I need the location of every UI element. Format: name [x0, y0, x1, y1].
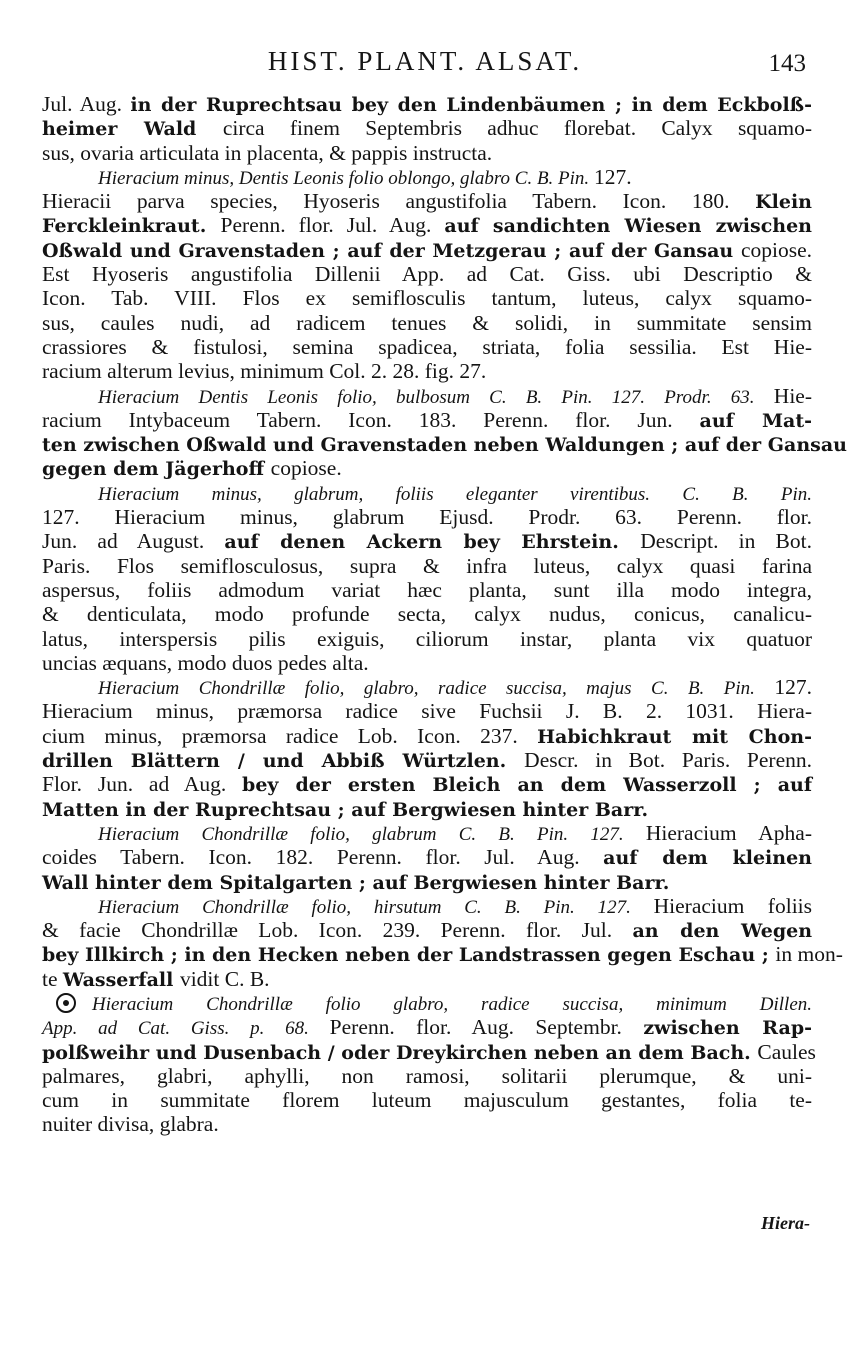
synonym-text: Hieracium Dentis Leonis folio, bulbosum C. B. Pin. 127. Prodr. 63.: [98, 386, 774, 408]
synonym-text: Hieracium Chondrillæ folio, glabro, radice succisa, majus C. B. Pin.: [98, 678, 775, 700]
latin-text: Descript. in Bot.: [640, 529, 812, 554]
german-text: Wasserfall: [62, 968, 180, 991]
latin-text: copiose.: [270, 456, 342, 481]
german-text: Oßwald und Gravenstaden ; auf der Metzgerau ; auf der Gansau: [42, 239, 741, 262]
latin-text: Hieracii parva species, Hyoseris angustifolia Tabern. Icon. 180.: [42, 189, 756, 214]
page-header: [0, 46, 850, 86]
german-text: Habichkraut mit Chon-: [537, 725, 812, 748]
text-line: [42, 262, 812, 286]
latin-text: te: [42, 966, 63, 991]
latin-text: coides Tabern. Icon. 182. Perenn. flor. Jul. Aug.: [42, 845, 604, 870]
german-text: bey Illkirch ; in den Hecken neben der Landstrassen gegen Eschau ;: [42, 944, 776, 967]
text-line: [42, 675, 812, 699]
synonym-text: Hieracium Chondrillæ folio glabro, radice succisa, minimum Dillen.: [92, 993, 812, 1015]
text-line: [42, 748, 812, 772]
latin-text: aspersus, foliis admodum variat hæc planta, sunt illa modo integra,: [42, 577, 812, 602]
text-line: [42, 967, 812, 991]
catchword: Hiera-: [761, 1213, 810, 1233]
latin-text: cium minus, præmorsa radice Lob. Icon. 237.: [42, 723, 538, 748]
text-line: [42, 141, 812, 165]
german-text: an den Wegen: [632, 920, 813, 943]
german-text: Klein: [755, 191, 812, 214]
text-line: [42, 627, 812, 651]
text-line: [42, 335, 812, 359]
german-text: zwischen Rap-: [643, 1017, 812, 1040]
text-line: [42, 311, 812, 335]
latin-text: 127.: [593, 164, 632, 189]
latin-text: latus, interspersis pilis exiguis, ciliorum instar, planta vix quatuor: [42, 626, 812, 651]
sun-circle-icon: [56, 993, 76, 1013]
german-text: auf dem kleinen: [603, 847, 812, 870]
text-line: [42, 189, 812, 213]
text-line: [42, 505, 812, 529]
latin-text: sus, ovaria articulata in placenta, & pappis instructa.: [42, 140, 493, 165]
synonym-text: Hieracium minus, glabrum, foliis eleganter virentibus. C. B. Pin.: [98, 483, 812, 505]
text-line: [42, 772, 812, 796]
text-line: [42, 213, 812, 237]
text-line: [42, 286, 812, 310]
latin-text: Hieracium Apha-: [645, 820, 812, 845]
german-text: ten zwischen Oßwald und Gravenstaden neben Waldungen ; auf der Gansau: [42, 434, 847, 457]
text-line: [42, 408, 812, 432]
german-text: auf Mat-: [699, 409, 812, 432]
latin-text: racium alterum levius, minimum Col. 2. 28. fig. 27.: [42, 359, 487, 384]
text-line: [42, 1112, 812, 1136]
text-line: [42, 699, 812, 723]
synonym-text: Hieracium Chondrillæ folio, hirsutum C. B. Pin. 127.: [98, 896, 654, 918]
latin-text: Paris. Flos semiflosculosus, supra & infra luteus, calyx quasi farina: [42, 553, 812, 578]
text-line: [42, 942, 843, 967]
latin-text: Hie-: [773, 383, 812, 408]
text-line: [42, 456, 812, 480]
text-line: [42, 821, 812, 845]
latin-text: in mon-: [775, 942, 843, 967]
synonym-text: Hieracium minus, Dentis Leonis folio oblongo, glabro C. B. Pin.: [98, 167, 594, 189]
latin-text: Descr. in Bot. Paris. Perenn.: [524, 748, 812, 773]
latin-text: palmares, glabri, aphylli, non ramosi, solitarii plerumque, & uni-: [42, 1063, 812, 1088]
latin-text: Perenn. flor. Jul. Aug.: [220, 213, 445, 238]
latin-text: uncias æquans, modo duos pedes alta.: [42, 650, 369, 675]
text-line: [42, 529, 812, 553]
latin-text: Jul. Aug.: [42, 92, 131, 116]
german-text: Matten in der Ruprechtsau ; auf Bergwiesen hinter Barr.: [42, 798, 649, 821]
text-line: [42, 724, 812, 748]
text-line: [42, 602, 812, 626]
german-text: bey der ersten Bleich an dem Wasserzoll ; auf: [242, 774, 812, 797]
latin-text: & facie Chondrillæ Lob. Icon. 239. Perenn. flor. Jul.: [42, 918, 633, 943]
text-line: [42, 578, 812, 602]
text-line: [42, 991, 812, 1015]
german-text: drillen Blättern / und Abbiß Würtzlen.: [42, 750, 525, 773]
german-text: in der Ruprechtsau bey den Lindenbäumen ; in dem Eckbolß-: [130, 94, 813, 116]
text-line: [42, 481, 812, 505]
german-text: gegen dem Jägerhoff: [42, 458, 271, 481]
text-line: [42, 870, 812, 894]
text-line: [42, 1088, 812, 1112]
latin-text: Jun. ad August.: [42, 529, 225, 554]
text-line: [42, 92, 812, 116]
german-text: Wall hinter dem Spitalgarten ; auf Bergwiesen hinter Barr.: [42, 871, 670, 894]
text-line: [42, 797, 812, 821]
synonym-text: App. ad Cat. Giss. p. 68.: [42, 1018, 330, 1040]
german-text: auf sandichten Wiesen zwischen: [444, 215, 812, 238]
latin-text: Caules: [757, 1039, 816, 1064]
text-line: [42, 238, 812, 262]
text-line: [42, 1064, 812, 1088]
text-line: [42, 384, 812, 408]
german-text: heimer Wald: [42, 118, 223, 141]
text-line: [42, 432, 847, 457]
latin-text: circa finem Septembris adhuc florebat. Calyx squamo-: [222, 116, 812, 141]
page-number: 143: [768, 50, 806, 77]
latin-text: Flor. Jun. ad Aug.: [42, 772, 243, 797]
latin-text: vidit C. B.: [179, 966, 270, 991]
latin-text: sus, caules nudi, ad radicem tenues & solidi, in summitate sensim: [42, 310, 812, 335]
synonym-text: Hieracium Chondrillæ folio, glabrum C. B. Pin. 127.: [98, 823, 646, 845]
latin-text: Perenn. flor. Aug. Septembr.: [329, 1015, 644, 1040]
text-line: [42, 1039, 816, 1064]
text-line: [42, 845, 812, 869]
latin-text: copiose.: [740, 237, 812, 262]
latin-text: Hieracium minus, præmorsa radice sive Fuchsii J. B. 2. 1031. Hiera-: [42, 699, 812, 724]
latin-text: Est Hyoseris angustifolia Dillenii App. ad Cat. Giss. ubi Descriptio &: [42, 262, 812, 287]
latin-text: nuiter divisa, glabra.: [42, 1112, 219, 1137]
latin-text: Icon. Tab. VIII. Flos ex semiflosculis tantum, luteus, calyx squamo-: [42, 286, 812, 311]
body-text: [42, 92, 847, 1137]
latin-text: 127. Hieracium minus, glabrum Ejusd. Prodr. 63. Perenn. flor.: [42, 505, 812, 530]
text-line: [42, 359, 812, 383]
text-line: [42, 1015, 812, 1039]
text-line: [42, 918, 812, 942]
latin-text: racium Intybaceum Tabern. Icon. 183. Perenn. flor. Jun.: [42, 407, 700, 432]
text-line: [42, 554, 812, 578]
german-text: auf denen Ackern bey Ehrstein.: [224, 531, 641, 554]
text-line: [42, 116, 812, 140]
german-text: polßweihr und Dusenbach / oder Dreykirchen neben an dem Bach.: [42, 1041, 758, 1064]
latin-text: Hieracium foliis: [653, 893, 813, 918]
running-title: HIST. PLANT. ALSAT.: [267, 46, 583, 76]
latin-text: 127.: [774, 675, 812, 700]
latin-text: crassiores & fistulosi, semina spadicea, striata, folia sessilia. Est Hie-: [42, 334, 812, 359]
text-line: [42, 651, 812, 675]
text-line: [42, 894, 812, 918]
latin-text: cum in summitate florem luteum majusculum gestantes, folia te-: [42, 1088, 812, 1113]
text-line: [42, 165, 812, 189]
latin-text: & denticulata, modo profunde secta, calyx nudus, conicus, canalicu-: [42, 602, 812, 627]
german-text: Ferckleinkraut.: [42, 215, 221, 238]
